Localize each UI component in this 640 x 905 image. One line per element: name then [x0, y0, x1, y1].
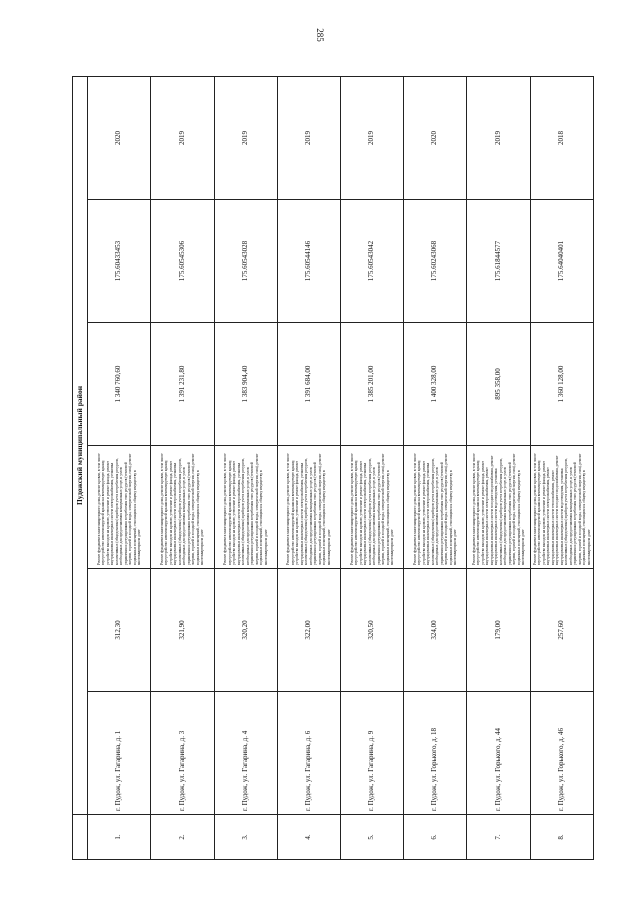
cost-cell: 1 383 904,40 — [214, 323, 277, 446]
row-number: 2. — [151, 815, 214, 860]
works-description-cell: Ремонт фундамента многоквартирного дома, ремонт кровли, в том числе переустройство невентилируемой крыши на вентилируемую крышу, устройство выходов на кровлю, утепление и ремонт фасада, ремонт внутридомовых инженерных систем электроснабжения, установка коллективных (общедомовых) приборов учета потребления ресурсов, необходимых для предоставления коммунальных услуг, и узлов управления и регулирования потребления этих ресурсов (тепловой энергии, горячей и холодной воды, электрической энергии, газа), ремонт подвальных помещений, относящихся к общему имуществу в многоквартирном доме — [151, 446, 214, 569]
cost-cell: 1 360 128,00 — [530, 323, 593, 446]
table-row — [277, 77, 340, 860]
year-cell: 2019 — [277, 77, 340, 200]
year-cell: 2019 — [151, 77, 214, 200]
district-header-row — [73, 77, 88, 860]
area-cell: 312,30 — [88, 569, 151, 692]
year-cell: 2020 — [404, 77, 467, 200]
table-row — [404, 77, 467, 860]
row-number: 7. — [467, 815, 530, 860]
address-cell: г. Пудож, ул. Гагарина, д. 9 — [340, 692, 403, 815]
cost-cell: 1 391 231,80 — [151, 323, 214, 446]
table-row — [530, 77, 593, 860]
row-number: 5. — [340, 815, 403, 860]
year-cell: 2018 — [530, 77, 593, 200]
area-cell: 322,00 — [277, 569, 340, 692]
table-row — [467, 77, 530, 860]
header-blank-cell — [73, 815, 88, 860]
row-number: 6. — [404, 815, 467, 860]
cost-cell: 1 385 201,00 — [340, 323, 403, 446]
district-title: Пудожский муниципальный район — [73, 77, 88, 815]
address-cell: г. Пудож, ул. Гагарина, д. 4 — [214, 692, 277, 815]
cost-cell: 895 358,00 — [467, 323, 530, 446]
address-cell: г. Пудож, ул. Горького, д. 18 — [404, 692, 467, 815]
address-cell: г. Пудож, ул. Горького, д. 46 — [530, 692, 593, 815]
year-cell: 2019 — [340, 77, 403, 200]
cost-cell: 1 400 328,00 — [404, 323, 467, 446]
building-code-cell: 175.60543042 — [340, 200, 403, 323]
row-number: 4. — [277, 815, 340, 860]
area-cell: 320,50 — [340, 569, 403, 692]
works-description-cell: Ремонт фундамента многоквартирного дома, ремонт кровли, в том числе переустройство невентилируемой крыши на вентилируемую крышу, устройство выходов на кровлю, утепление и ремонт фасада, ремонт внутридомовых инженерных систем электроснабжения, установка коллективных (общедомовых) приборов учета потребления ресурсов, необходимых для предоставления коммунальных услуг, и узлов управления и регулирования потребления этих ресурсов (тепловой энергии, горячей и холодной воды, электрической энергии, газа), ремонт подвальных помещений, относящихся к общему имуществу в многоквартирном доме — [88, 446, 151, 569]
area-cell: 321,90 — [151, 569, 214, 692]
repair-program-table — [72, 76, 594, 860]
area-cell: 324,00 — [404, 569, 467, 692]
table-row — [88, 77, 151, 860]
works-description-cell: Ремонт фундамента многоквартирного дома, ремонт кровли, в том числе переустройство невентилируемой крыши на вентилируемую крышу, устройство выходов на кровлю, утепление и ремонт фасада, ремонт внутридомовых инженерных систем электроснабжения, ремонт внутридомовых инженерных систем теплоснабжения, ремонт внутридомовых инженерных систем холодного водоснабжения, ремонт внутридомовых инженерных систем водоотведения, установка коллективных (общедомовых) приборов учета потребления ресурсов, необходимых для предоставления коммунальных услуг, и узлов управления и регулирования потребления этих ресурсов (тепловой энергии, горячей и холодной воды, электрической энергии, газа), ремонт подвальных помещений, относящихся к общему имуществу в многоквартирном доме — [530, 446, 593, 569]
rotated-table-container — [72, 76, 594, 860]
year-cell: 2019 — [214, 77, 277, 200]
building-code-cell: 175.61844577 — [467, 200, 530, 323]
area-cell: 257,60 — [530, 569, 593, 692]
building-code-cell: 175.60433453 — [88, 200, 151, 323]
area-cell: 320,20 — [214, 569, 277, 692]
works-description-cell: Ремонт фундамента многоквартирного дома, ремонт кровли, в том числе переустройство невентилируемой крыши на вентилируемую крышу, устройство выходов на кровлю, утепление и ремонт фасада, ремонт внутридомовых инженерных систем электроснабжения, ремонт внутридомовых инженерных систем холодного водоснабжения, ремонт внутридомовых инженерных систем водоотведения, установка коллективных (общедомовых) приборов учета потребления ресурсов, необходимых для предоставления коммунальных услуг, и узлов управления и регулирования потребления этих ресурсов (тепловой энергии, горячей и холодной воды, электрической энергии, газа), ремонт подвальных помещений, относящихся к общему имуществу в многоквартирном доме — [467, 446, 530, 569]
address-cell: г. Пудож, ул. Горького, д. 44 — [467, 692, 530, 815]
page-number: 285 — [315, 28, 325, 42]
address-cell: г. Пудож, ул. Гагарина, д. 3 — [151, 692, 214, 815]
works-description-cell: Ремонт фундамента многоквартирного дома, ремонт кровли, в том числе переустройство невентилируемой крыши на вентилируемую крышу, устройство выходов на кровлю, утепление и ремонт фасада, ремонт внутридомовых инженерных систем электроснабжения, установка коллективных (общедомовых) приборов учета потребления ресурсов, необходимых для предоставления коммунальных услуг, и узлов управления и регулирования потребления этих ресурсов (тепловой энергии, горячей и холодной воды, электрической энергии, газа), ремонт подвальных помещений, относящихся к общему имуществу в многоквартирном доме — [404, 446, 467, 569]
table-row — [151, 77, 214, 860]
row-number: 8. — [530, 815, 593, 860]
table-row — [340, 77, 403, 860]
works-description-cell: Ремонт фундамента многоквартирного дома, ремонт кровли, в том числе переустройство невентилируемой крыши на вентилируемую крышу, устройство выходов на кровлю, утепление и ремонт фасада, ремонт внутридомовых инженерных систем электроснабжения, установка коллективных (общедомовых) приборов учета потребления ресурсов, необходимых для предоставления коммунальных услуг, и узлов управления и регулирования потребления этих ресурсов (тепловой энергии, горячей и холодной воды, электрической энергии, газа), ремонт подвальных помещений, относящихся к общему имуществу в многоквартирном доме — [277, 446, 340, 569]
works-description-cell: Ремонт фундамента многоквартирного дома, ремонт кровли, в том числе переустройство невентилируемой крыши на вентилируемую крышу, устройство выходов на кровлю, утепление и ремонт фасада, ремонт внутридомовых инженерных систем электроснабжения, установка коллективных (общедомовых) приборов учета потребления ресурсов, необходимых для предоставления коммунальных услуг, и узлов управления и регулирования потребления этих ресурсов (тепловой энергии, горячей и холодной воды, электрической энергии, газа), ремонт подвальных помещений, относящихся к общему имуществу в многоквартирном доме — [214, 446, 277, 569]
cost-cell: 1 391 684,00 — [277, 323, 340, 446]
area-cell: 179,00 — [467, 569, 530, 692]
building-code-cell: 175.64040401 — [530, 200, 593, 323]
year-cell: 2020 — [88, 77, 151, 200]
works-description-cell: Ремонт фундамента многоквартирного дома, ремонт кровли, в том числе переустройство невентилируемой крыши на вентилируемую крышу, устройство выходов на кровлю, утепление и ремонт фасада, ремонт внутридомовых инженерных систем электроснабжения, установка коллективных (общедомовых) приборов учета потребления ресурсов, необходимых для предоставления коммунальных услуг, и узлов управления и регулирования потребления этих ресурсов (тепловой энергии, горячей и холодной воды, электрической энергии, газа), ремонт подвальных помещений, относящихся к общему имуществу в многоквартирном доме — [340, 446, 403, 569]
building-code-cell: 175.60243068 — [404, 200, 467, 323]
year-cell: 2019 — [467, 77, 530, 200]
address-cell: г. Пудож, ул. Гагарина, д. 1 — [88, 692, 151, 815]
table-row — [214, 77, 277, 860]
building-code-cell: 175.60545306 — [151, 200, 214, 323]
building-code-cell: 175.60544146 — [277, 200, 340, 323]
row-number: 1. — [88, 815, 151, 860]
document-area — [72, 76, 594, 860]
building-code-cell: 175.60543028 — [214, 200, 277, 323]
row-number: 3. — [214, 815, 277, 860]
cost-cell: 1 340 760,60 — [88, 323, 151, 446]
address-cell: г. Пудож, ул. Гагарина, д. 6 — [277, 692, 340, 815]
